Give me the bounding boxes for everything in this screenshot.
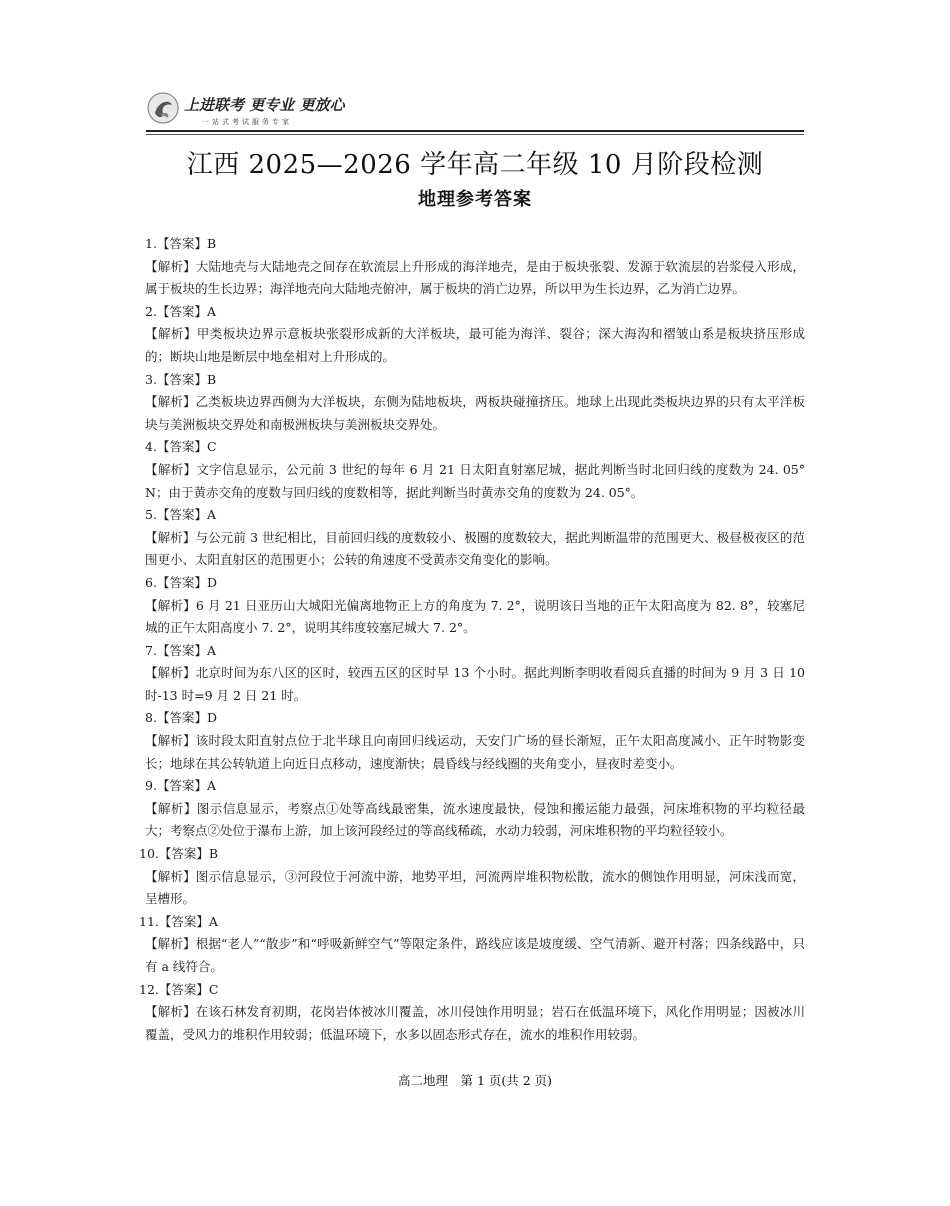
explanation-text: 【解析】6 月 21 日亚历山大城阳光偏离地物正上方的角度为 7. 2°，说明该日当地的正午太阳高度为 82. 8°，较塞尼城的正午太阳高度小 7. 2°，说明其纬度较塞尼城大 7. 2°。 xyxy=(145,597,805,636)
explanation-text: 【解析】与公元前 3 世纪相比，目前回归线的度数较小、极圈的度数较大，据此判断温带的范围更大、极昼极夜区的范围更小、太阳直射区的范围更小；公转的角速度不受黄赤交角变化的影响。 xyxy=(145,529,805,568)
answer-item-7 xyxy=(145,640,805,708)
answer-line xyxy=(139,979,805,1002)
page-title: 江西 2025—2026 学年高二年级 10 月阶段检测 xyxy=(186,150,764,180)
answer-label: 【答案】A xyxy=(156,642,216,658)
question-number: 10. xyxy=(139,846,159,862)
explanation-text: 【解析】北京时间为东八区的区时，较西五区的区时早 13 个小时。据此判断李明收看阅兵直播的时间为 9 月 3 日 10 时-13 时=9 月 2 日 21 时。 xyxy=(145,665,805,703)
answer-item-4 xyxy=(145,436,805,504)
brand-slogan: 上进联考 更专业 更放心 xyxy=(184,96,345,114)
answer-line xyxy=(145,504,805,527)
answer-line xyxy=(145,436,805,459)
answer-item-3 xyxy=(145,369,805,437)
explanation-text: 【解析】根据“老人”“散步”和“呼吸新鲜空气”等限定条件，路线应该是坡度缓、空气清新、避开村落；四条线路中，只有 a 线符合。 xyxy=(145,936,805,974)
explanation-text: 【解析】文字信息显示，公元前 3 世纪的每年 6 月 21 日太阳直射塞尼城，据此判断当时北回归线的度数为 24. 05° N；由于黄赤交角的度数与回归线的度数相等，据此判断当时黄赤交角的度数为 24. 05°。 xyxy=(145,461,805,500)
answer-label: 【答案】C xyxy=(156,439,217,455)
answer-label: 【答案】D xyxy=(156,574,217,590)
explanation-text: 【解析】图示信息显示，考察点①处等高线最密集，流水速度最快，侵蚀和搬运能力最强，河床堆积物的平均粒径最大；考察点②处位于瀑布上游，加上该河段经过的等高线稀疏，水动力较弱，河床堆积物的平均粒径较小。 xyxy=(145,800,805,839)
answer-line xyxy=(145,301,805,324)
question-number: 5. xyxy=(145,507,157,523)
page-subtitle: 地理参考答案 xyxy=(418,189,532,210)
answer-item-9 xyxy=(145,775,805,843)
question-number: 1. xyxy=(145,236,157,251)
answer-label: 【答案】A xyxy=(158,913,218,929)
answer-item-2 xyxy=(145,301,805,369)
answer-line xyxy=(145,707,805,730)
answer-label: 【答案】B xyxy=(156,236,217,251)
answer-label: 【答案】A xyxy=(156,507,216,523)
question-number: 9. xyxy=(145,778,157,794)
answer-line xyxy=(145,775,805,798)
question-number: 7. xyxy=(145,642,157,658)
header-logo xyxy=(146,88,806,134)
explanation-text: 【解析】甲类板块边界示意板块张裂形成新的大洋板块，最可能为海洋、裂谷；深大海沟和褶皱山系是板块挤压形成的；断块山地是断层中地垒相对上升形成的。 xyxy=(145,326,805,364)
answer-line xyxy=(145,572,805,595)
answer-item-12 xyxy=(139,979,805,1047)
question-number: 6. xyxy=(145,574,157,590)
answer-item-5 xyxy=(145,504,805,572)
answer-line xyxy=(139,843,805,866)
answer-item-6 xyxy=(145,572,805,640)
answer-line xyxy=(145,640,805,663)
header-rule-thin xyxy=(146,134,804,135)
answer-item-11 xyxy=(139,911,805,979)
explanation-text: 【解析】在该石林发育初期，花岗岩体被冰川覆盖，冰川侵蚀作用明显；岩石在低温环境下，风化作用明显；因被冰川覆盖，受风力的堆积作用较弱；低温环境下，水多以固态形式存在，流水的堆积作用较弱。 xyxy=(145,1004,805,1042)
answer-label: 【答案】C xyxy=(158,981,219,997)
answer-label: 【答案】A xyxy=(156,778,216,794)
question-number: 8. xyxy=(145,710,157,726)
page-footer: 高二地理 第 1 页(共 2 页) xyxy=(397,1073,553,1088)
answer-item-1 xyxy=(145,233,805,301)
question-number: 3. xyxy=(145,371,157,387)
header-rule xyxy=(146,130,804,132)
brand-tagline: 一站式考试服务专家 xyxy=(202,118,292,126)
answer-item-8 xyxy=(145,707,805,775)
question-number: 12. xyxy=(139,981,159,997)
question-number: 2. xyxy=(145,303,157,319)
explanation-text: 【解析】该时段太阳直射点位于北半球且向南回归线运动，天安门广场的昼长渐短，正午太阳高度减小、正午时物影变长；地球在其公转轨道上向近日点移动，速度渐快；晨昏线与经线圈的夹角变小，昼夜时差变小。 xyxy=(145,733,805,771)
answer-line xyxy=(139,911,805,934)
explanation-text: 【解析】大陆地壳与大陆地壳之间存在软流层上升形成的海洋地壳，是由于板块张裂、发源于软流层的岩浆侵入形成，属于板块的生长边界；海洋地壳向大陆地壳俯冲，属于板块的消亡边界，所以甲为生长边界，乙为消亡边界。 xyxy=(145,258,805,297)
answer-label: 【答案】A xyxy=(156,303,216,319)
explanation-text: 【解析】图示信息显示，③河段位于河流中游，地势平坦，河流两岸堆积物松散，流水的侧蚀作用明显，河床浅而宽，呈槽形。 xyxy=(145,868,805,907)
answer-line xyxy=(145,369,805,392)
answer-list xyxy=(139,233,805,1046)
answer-label: 【答案】D xyxy=(156,710,217,726)
question-number: 4. xyxy=(145,439,157,455)
answer-label: 【答案】B xyxy=(158,846,219,862)
answer-label: 【答案】B xyxy=(156,371,217,387)
question-number: 11. xyxy=(139,913,159,929)
answer-line xyxy=(145,233,805,256)
logo-swirl-icon xyxy=(146,91,180,125)
explanation-text: 【解析】乙类板块边界西侧为大洋板块，东侧为陆地板块，两板块碰撞挤压。地球上出现此类板块边界的只有太平洋板块与美洲板块交界处和南极洲板块与美洲板块交界处。 xyxy=(145,394,805,432)
answer-item-10 xyxy=(139,843,805,911)
